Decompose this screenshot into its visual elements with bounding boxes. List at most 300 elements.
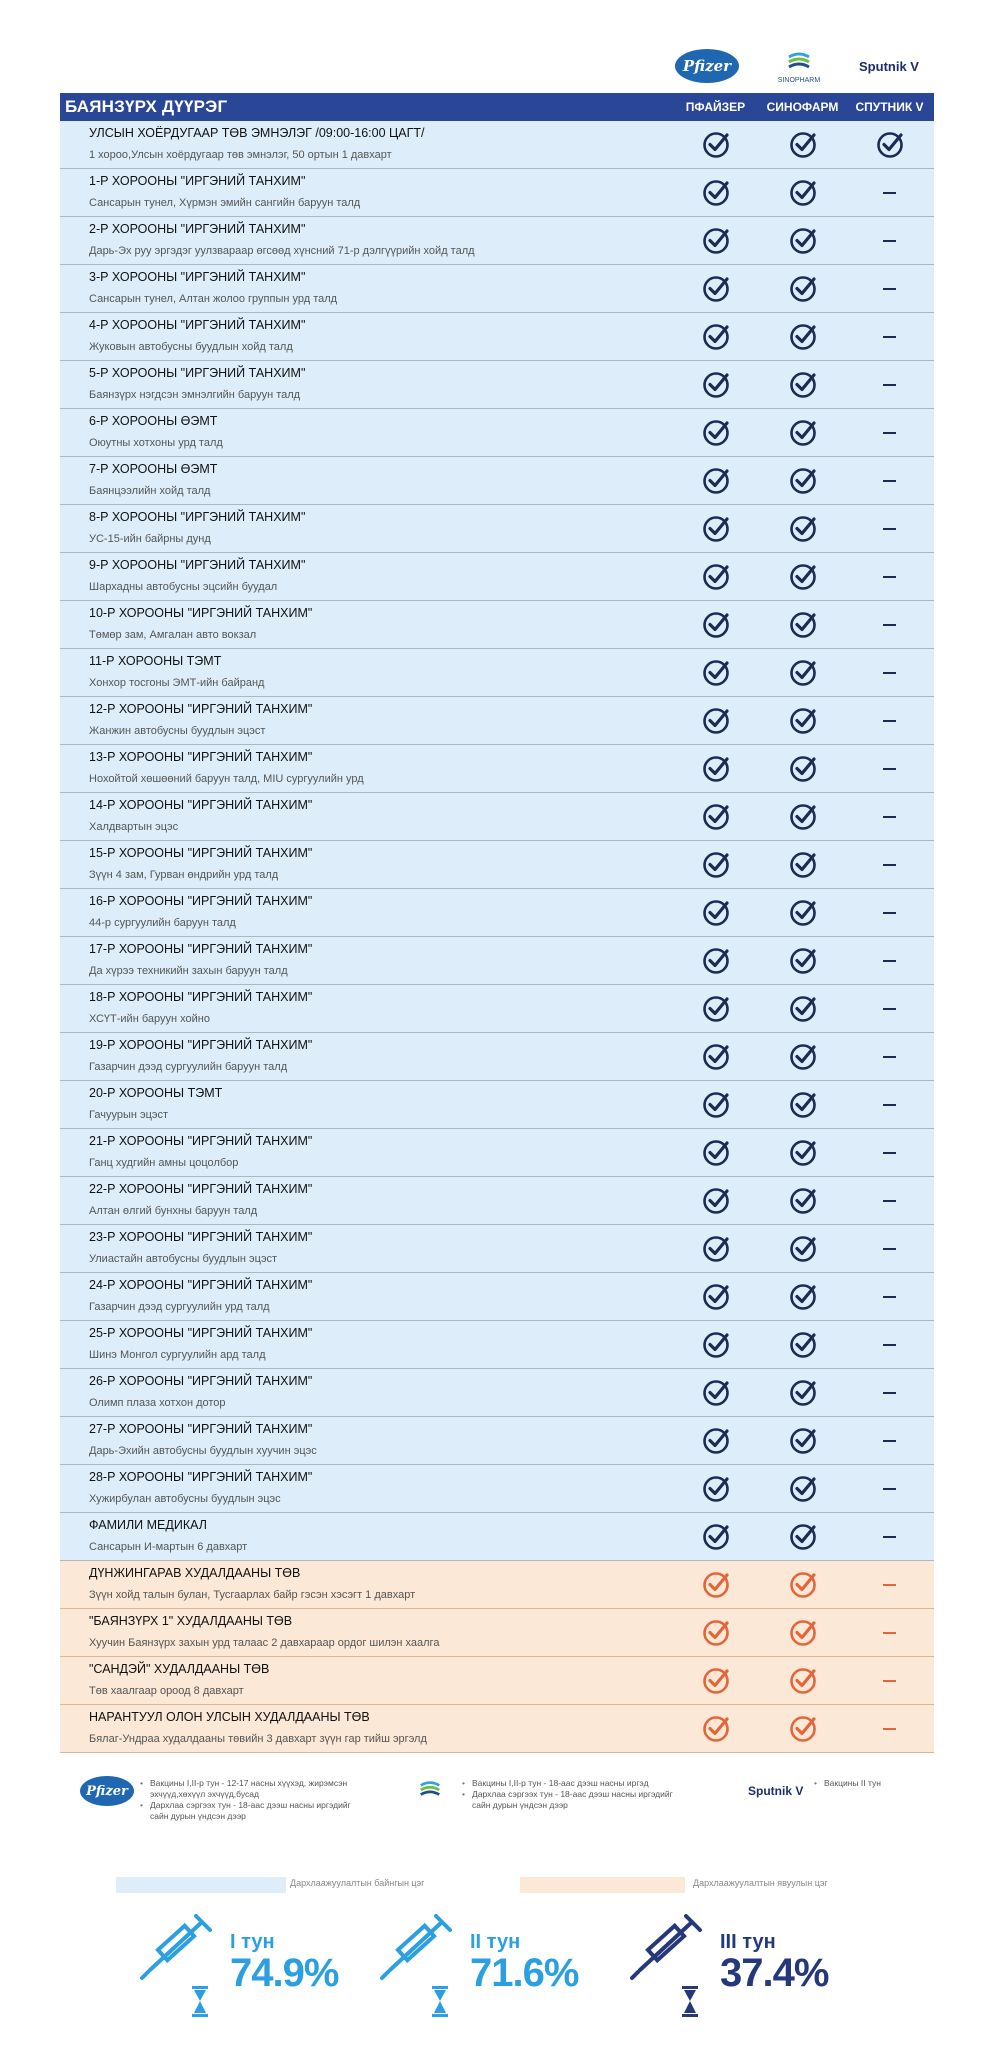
location-address: Газарчин дээд сургуулийн баруун талд — [89, 1061, 288, 1073]
vaccine-notes — [0, 1770, 994, 1860]
availability-sputnik — [846, 1609, 933, 1656]
location-address: 44-р сургуулийн баруун талд — [89, 917, 236, 929]
availability-sputnik — [846, 889, 933, 936]
availability-pfizer — [672, 1321, 759, 1368]
location-address: Улиастайн автобусны буудлын эцэст — [89, 1253, 278, 1265]
location-info — [60, 1321, 672, 1368]
location-info — [60, 361, 672, 408]
availability-pfizer — [672, 505, 759, 552]
check-icon — [701, 514, 731, 544]
sputnik-logo — [844, 40, 934, 92]
availability-pfizer — [672, 457, 759, 504]
check-icon — [701, 658, 731, 688]
dash-icon — [883, 1200, 896, 1202]
availability-sputnik — [846, 169, 933, 216]
check-icon — [701, 1090, 731, 1120]
availability-sputnik — [846, 1321, 933, 1368]
location-info — [60, 1225, 672, 1272]
check-icon — [701, 850, 731, 880]
availability-pfizer — [672, 553, 759, 600]
availability-sputnik — [846, 985, 933, 1032]
vaccine-brand-logos — [0, 40, 994, 92]
availability-sinopharm — [759, 1081, 846, 1128]
dash-icon — [883, 528, 896, 530]
table-row — [60, 409, 934, 457]
check-icon — [788, 1282, 818, 1312]
check-icon — [788, 1474, 818, 1504]
check-icon — [788, 370, 818, 400]
location-address: Төв хаалгаар ороод 8 давхарт — [89, 1685, 244, 1697]
availability-sinopharm — [759, 1129, 846, 1176]
table-row — [60, 1609, 934, 1657]
dash-icon — [883, 576, 896, 578]
check-icon — [701, 610, 731, 640]
check-icon — [701, 1426, 731, 1456]
table-row — [60, 985, 934, 1033]
sinopharm-notes — [462, 1778, 692, 1811]
table-row — [60, 505, 934, 553]
check-icon — [701, 226, 731, 256]
table-row — [60, 1561, 934, 1609]
availability-sputnik — [846, 121, 933, 168]
location-name: 6-Р ХОРООНЫ ӨЭМТ — [89, 414, 218, 428]
dash-icon — [883, 1584, 896, 1586]
location-info — [60, 1177, 672, 1224]
location-address: УС-15-ийн байрны дунд — [89, 533, 211, 545]
check-icon — [788, 1138, 818, 1168]
dash-icon — [883, 720, 896, 722]
check-icon — [701, 1474, 731, 1504]
location-name: 4-Р ХОРООНЫ "ИРГЭНИЙ ТАНХИМ" — [89, 318, 306, 332]
location-name: "БАЯНЗҮРХ 1" ХУДАЛДААНЫ ТӨВ — [89, 1614, 293, 1628]
availability-sputnik — [846, 457, 933, 504]
dash-icon — [883, 1008, 896, 1010]
check-icon — [788, 514, 818, 544]
location-info — [60, 1705, 672, 1752]
check-icon — [701, 1570, 731, 1600]
availability-sputnik — [846, 937, 933, 984]
availability-pfizer — [672, 985, 759, 1032]
check-icon — [701, 322, 731, 352]
location-address: Сансарын И-мартын 6 давхарт — [89, 1541, 248, 1553]
pfizer-note-1: • Вакцины I,II-р тун - 12-17 насны хүүхэд, жирэмсэн эхчүүд,хөхүүл эхчүүд,бусад — [140, 1778, 360, 1800]
availability-sputnik — [846, 265, 933, 312]
dash-icon — [883, 288, 896, 290]
dash-icon — [883, 912, 896, 914]
availability-pfizer — [672, 1177, 759, 1224]
availability-pfizer — [672, 1465, 759, 1512]
location-address: Алтан өлгий бунхны баруун талд — [89, 1205, 258, 1217]
sputnik-note-1: • Вакцины II тун — [814, 1778, 934, 1789]
legend-label-ongoing: Дархлаажуулалтын байнгын цэг — [290, 1878, 425, 1888]
location-address: Олимп плаза хотхон дотор — [89, 1397, 226, 1409]
location-info — [60, 601, 672, 648]
dash-icon — [883, 1680, 896, 1682]
syringe-hourglass-icon — [380, 1910, 460, 2020]
check-icon — [701, 1378, 731, 1408]
location-info — [60, 121, 672, 168]
sinopharm-logo-icon — [786, 49, 812, 75]
location-name: 12-Р ХОРООНЫ "ИРГЭНИЙ ТАНХИМ" — [89, 702, 313, 716]
location-address: Хонхор тосгоны ЭМТ-ийн байранд — [89, 677, 265, 689]
location-info — [60, 169, 672, 216]
availability-sinopharm — [759, 553, 846, 600]
location-info — [60, 1609, 672, 1656]
table-row — [60, 1417, 934, 1465]
check-icon — [788, 1618, 818, 1648]
availability-sinopharm — [759, 1465, 846, 1512]
table-row — [60, 1657, 934, 1705]
availability-pfizer — [672, 1225, 759, 1272]
table-row — [60, 1513, 934, 1561]
availability-sputnik — [846, 793, 933, 840]
availability-pfizer — [672, 601, 759, 648]
availability-sinopharm — [759, 1657, 846, 1704]
location-info — [60, 1417, 672, 1464]
check-icon — [701, 802, 731, 832]
availability-sinopharm — [759, 457, 846, 504]
availability-sinopharm — [759, 793, 846, 840]
table-row — [60, 121, 934, 169]
location-name: "САНДЭЙ" ХУДАЛДААНЫ ТӨВ — [89, 1662, 270, 1676]
dose-label-2: II тун — [470, 1931, 521, 1953]
location-address: Жуковын автобусны буудлын хойд талд — [89, 341, 293, 353]
availability-pfizer — [672, 313, 759, 360]
syringe-hourglass-icon — [630, 1910, 710, 2020]
dash-icon — [883, 1104, 896, 1106]
location-name: НАРАНТУУЛ ОЛОН УЛСЫН ХУДАЛДААНЫ ТӨВ — [89, 1710, 370, 1724]
sinopharm-note-2: • Дархлаа сэргээх тун - 18-аас дээш насны иргэдийг сайн дурын үндсэн дээр — [462, 1789, 692, 1811]
availability-sinopharm — [759, 265, 846, 312]
check-icon — [788, 1714, 818, 1744]
dash-icon — [883, 1344, 896, 1346]
check-icon — [788, 610, 818, 640]
dash-icon — [883, 1152, 896, 1154]
location-address: Зүүн хойд талын булан, Тусгаарлах байр гэсэн хэсэгт 1 давхарт — [89, 1589, 416, 1601]
dash-icon — [883, 768, 896, 770]
table-header — [60, 93, 934, 121]
location-address: Гачуурын эцэст — [89, 1109, 169, 1121]
location-name: 1-Р ХОРООНЫ "ИРГЭНИЙ ТАНХИМ" — [89, 174, 306, 188]
availability-pfizer — [672, 889, 759, 936]
location-info — [60, 409, 672, 456]
location-info — [60, 1369, 672, 1416]
availability-sputnik — [846, 409, 933, 456]
availability-sinopharm — [759, 1321, 846, 1368]
availability-pfizer — [672, 1561, 759, 1608]
availability-sinopharm — [759, 505, 846, 552]
location-name: 24-Р ХОРООНЫ "ИРГЭНИЙ ТАНХИМ" — [89, 1278, 313, 1292]
availability-sinopharm — [759, 1513, 846, 1560]
dash-icon — [883, 624, 896, 626]
table-row — [60, 745, 934, 793]
location-info — [60, 1129, 672, 1176]
availability-pfizer — [672, 649, 759, 696]
table-row — [60, 937, 934, 985]
availability-pfizer — [672, 745, 759, 792]
availability-sputnik — [846, 1513, 933, 1560]
legend — [0, 1870, 994, 1900]
availability-sinopharm — [759, 1609, 846, 1656]
check-icon — [701, 1186, 731, 1216]
availability-sinopharm — [759, 169, 846, 216]
location-name: 2-Р ХОРООНЫ "ИРГЭНИЙ ТАНХИМ" — [89, 222, 306, 236]
availability-sputnik — [846, 1273, 933, 1320]
location-info — [60, 889, 672, 936]
dash-icon — [883, 1488, 896, 1490]
location-address: Төмөр зам, Амгалан авто вокзал — [89, 629, 257, 641]
check-icon — [701, 754, 731, 784]
availability-pfizer — [672, 697, 759, 744]
location-info — [60, 1561, 672, 1608]
check-icon — [701, 898, 731, 928]
availability-sinopharm — [759, 649, 846, 696]
location-name: 19-Р ХОРООНЫ "ИРГЭНИЙ ТАНХИМ" — [89, 1038, 313, 1052]
location-info — [60, 1657, 672, 1704]
location-info — [60, 265, 672, 312]
dash-icon — [883, 1056, 896, 1058]
table-row — [60, 217, 934, 265]
location-info — [60, 1465, 672, 1512]
location-address: Шинэ Монгол сургуулийн ард талд — [89, 1349, 266, 1361]
check-icon — [701, 274, 731, 304]
availability-sputnik — [846, 1417, 933, 1464]
location-name: 23-Р ХОРООНЫ "ИРГЭНИЙ ТАНХИМ" — [89, 1230, 313, 1244]
sinopharm-note-1: • Вакцины I,II-р тун - 18-аас дээш насны иргэд — [462, 1778, 692, 1789]
location-name: 13-Р ХОРООНЫ "ИРГЭНИЙ ТАНХИМ" — [89, 750, 313, 764]
location-name: 22-Р ХОРООНЫ "ИРГЭНИЙ ТАНХИМ" — [89, 1182, 313, 1196]
location-name: 5-Р ХОРООНЫ "ИРГЭНИЙ ТАНХИМ" — [89, 366, 306, 380]
table-row — [60, 697, 934, 745]
availability-sinopharm — [759, 1369, 846, 1416]
availability-sputnik — [846, 505, 933, 552]
availability-sputnik — [846, 601, 933, 648]
availability-sputnik — [846, 1561, 933, 1608]
location-name: 15-Р ХОРООНЫ "ИРГЭНИЙ ТАНХИМ" — [89, 846, 313, 860]
check-icon — [701, 178, 731, 208]
table-row — [60, 1129, 934, 1177]
dash-icon — [883, 1440, 896, 1442]
availability-sinopharm — [759, 889, 846, 936]
availability-pfizer — [672, 937, 759, 984]
location-name: ФАМИЛИ МЕДИКАЛ — [89, 1518, 207, 1532]
availability-sputnik — [846, 1177, 933, 1224]
check-icon — [788, 754, 818, 784]
location-info — [60, 841, 672, 888]
availability-sputnik — [846, 1129, 933, 1176]
sputnik-logo-text: Sputnik V — [859, 58, 919, 74]
location-name: 7-Р ХОРООНЫ ӨЭМТ — [89, 462, 218, 476]
table-row — [60, 169, 934, 217]
check-icon — [788, 1186, 818, 1216]
availability-pfizer — [672, 1513, 759, 1560]
availability-pfizer — [672, 1369, 759, 1416]
location-address: Нохойтой хөшөөний баруун талд, MIU сургуулийн урд — [89, 773, 364, 785]
check-icon — [788, 802, 818, 832]
location-name: ДҮНЖИНГАРАВ ХУДАЛДААНЫ ТӨВ — [89, 1566, 301, 1580]
availability-pfizer — [672, 1609, 759, 1656]
location-info — [60, 649, 672, 696]
table-body — [60, 121, 934, 1753]
availability-sinopharm — [759, 601, 846, 648]
pfizer-logo — [662, 40, 752, 92]
check-icon — [701, 1666, 731, 1696]
availability-sinopharm — [759, 985, 846, 1032]
sputnik-notes — [814, 1778, 934, 1789]
location-address: 1 хороо,Улсын хоёрдугаар төв эмнэлэг, 50 ортын 1 давхарт — [89, 149, 392, 161]
column-pfizer: ПФАЙЗЕР — [685, 100, 746, 114]
location-name: 25-Р ХОРООНЫ "ИРГЭНИЙ ТАНХИМ" — [89, 1326, 313, 1340]
location-name: 28-Р ХОРООНЫ "ИРГЭНИЙ ТАНХИМ" — [89, 1470, 313, 1484]
location-name: 18-Р ХОРООНЫ "ИРГЭНИЙ ТАНХИМ" — [89, 990, 313, 1004]
location-address: Бялаг-Ундраа худалдааны төвийн 3 давхарт зүүн гар тийш эргэлд — [89, 1733, 427, 1745]
availability-pfizer — [672, 1657, 759, 1704]
availability-pfizer — [672, 121, 759, 168]
check-icon — [788, 322, 818, 352]
table-row — [60, 1033, 934, 1081]
location-name: 17-Р ХОРООНЫ "ИРГЭНИЙ ТАНХИМ" — [89, 942, 313, 956]
pfizer-notes — [140, 1778, 360, 1822]
location-address: Да хүрээ техникийн захын баруун талд — [89, 965, 288, 977]
location-address: Сансарын тунел, Хүрмэн эмийн сангийн баруун талд — [89, 197, 361, 209]
dash-icon — [883, 816, 896, 818]
dash-icon — [883, 1632, 896, 1634]
availability-pfizer — [672, 1705, 759, 1752]
check-icon — [788, 130, 818, 160]
availability-sputnik — [846, 745, 933, 792]
availability-sputnik — [846, 697, 933, 744]
availability-sinopharm — [759, 1705, 846, 1752]
check-icon — [701, 1138, 731, 1168]
availability-sputnik — [846, 361, 933, 408]
check-icon — [788, 706, 818, 736]
availability-sputnik — [846, 1225, 933, 1272]
table-row — [60, 457, 934, 505]
check-icon — [701, 706, 731, 736]
location-info — [60, 745, 672, 792]
legend-swatch-ongoing — [116, 1877, 286, 1893]
syringe-hourglass-icon — [140, 1910, 220, 2020]
dash-icon — [883, 432, 896, 434]
vaccination-points-table — [60, 93, 934, 1753]
location-name: 11-Р ХОРООНЫ ТЭМТ — [89, 654, 222, 668]
table-row — [60, 265, 934, 313]
check-icon — [788, 1426, 818, 1456]
table-row — [60, 889, 934, 937]
location-info — [60, 1033, 672, 1080]
location-address: Оюутны хотхоны урд талд — [89, 437, 223, 449]
availability-sputnik — [846, 1705, 933, 1752]
location-address: Ганц худгийн амны цоцолбор — [89, 1157, 239, 1169]
location-address: Хужирбулан автобусны буудлын эцэс — [89, 1493, 281, 1505]
dash-icon — [883, 1248, 896, 1250]
location-info — [60, 313, 672, 360]
check-icon — [701, 946, 731, 976]
availability-pfizer — [672, 1129, 759, 1176]
availability-sinopharm — [759, 937, 846, 984]
check-icon — [788, 658, 818, 688]
table-row — [60, 553, 934, 601]
dash-icon — [883, 1728, 896, 1730]
dash-icon — [883, 960, 896, 962]
table-row — [60, 649, 934, 697]
pfizer-note-2: • Дархлаа сэргээх тун - 18-аас дээш насны иргэдийг сайн дурын үндсэн дээр — [140, 1800, 360, 1822]
location-name: 16-Р ХОРООНЫ "ИРГЭНИЙ ТАНХИМ" — [89, 894, 313, 908]
dash-icon — [883, 672, 896, 674]
check-icon — [701, 370, 731, 400]
check-icon — [701, 994, 731, 1024]
availability-sputnik — [846, 841, 933, 888]
check-icon — [701, 1282, 731, 1312]
location-address: ХСҮТ-ийн баруун хойно — [89, 1013, 210, 1025]
table-row — [60, 841, 934, 889]
table-row — [60, 601, 934, 649]
location-address: Сансарын тунел, Алтан жолоо группын урд талд — [89, 293, 338, 305]
location-address: Халдвартын эцэс — [89, 821, 179, 833]
location-info — [60, 937, 672, 984]
availability-pfizer — [672, 841, 759, 888]
dose-label-3: III тун — [720, 1931, 776, 1953]
location-info — [60, 505, 672, 552]
table-row — [60, 313, 934, 361]
check-icon — [788, 946, 818, 976]
availability-pfizer — [672, 1417, 759, 1464]
check-icon — [788, 1330, 818, 1360]
dash-icon — [883, 1296, 896, 1298]
location-name: 26-Р ХОРООНЫ "ИРГЭНИЙ ТАНХИМ" — [89, 1374, 313, 1388]
availability-sinopharm — [759, 1561, 846, 1608]
availability-sputnik — [846, 649, 933, 696]
dose-stats — [0, 1905, 994, 2025]
availability-sputnik — [846, 313, 933, 360]
column-sputnik: СПУТНИК V — [855, 100, 924, 114]
sputnik-note-logo: Sputnik V — [748, 1784, 804, 1798]
dash-icon — [883, 384, 896, 386]
check-icon — [788, 274, 818, 304]
check-icon — [701, 418, 731, 448]
sinopharm-note-icon — [418, 1778, 442, 1802]
pfizer-note-logo: Pfizer — [80, 1776, 134, 1806]
district-title: БАЯНЗҮРХ ДҮҮРЭГ — [65, 97, 228, 116]
dose-stat-2 — [380, 1905, 610, 2025]
dash-icon — [883, 480, 896, 482]
check-icon — [788, 1522, 818, 1552]
legend-swatch-mobile — [520, 1877, 685, 1893]
check-icon — [788, 562, 818, 592]
location-info — [60, 1513, 672, 1560]
sinopharm-logo-text: SINOPHARM — [777, 76, 821, 84]
check-icon — [788, 178, 818, 208]
availability-sinopharm — [759, 697, 846, 744]
location-address: Дарь-Эх руу эргэдэг уулзвараар өгсөөд хүнсний 71-р дэлгүүрийн хойд талд — [89, 245, 475, 257]
check-icon — [788, 1234, 818, 1264]
location-name: 14-Р ХОРООНЫ "ИРГЭНИЙ ТАНХИМ" — [89, 798, 313, 812]
location-address: Баянзүрх нэгдсэн эмнэлгийн баруун талд — [89, 389, 301, 401]
availability-pfizer — [672, 169, 759, 216]
availability-sinopharm — [759, 217, 846, 264]
check-icon — [701, 1714, 731, 1744]
check-icon — [701, 130, 731, 160]
availability-pfizer — [672, 1081, 759, 1128]
dash-icon — [883, 192, 896, 194]
check-icon — [788, 226, 818, 256]
location-info — [60, 217, 672, 264]
table-row — [60, 1225, 934, 1273]
location-address: Хуучин Баянзүрх захын урд талаас 2 давхараар ордог шилэн хаалга — [89, 1637, 440, 1649]
check-icon — [701, 1330, 731, 1360]
location-info — [60, 1273, 672, 1320]
location-name: 21-Р ХОРООНЫ "ИРГЭНИЙ ТАНХИМ" — [89, 1134, 313, 1148]
